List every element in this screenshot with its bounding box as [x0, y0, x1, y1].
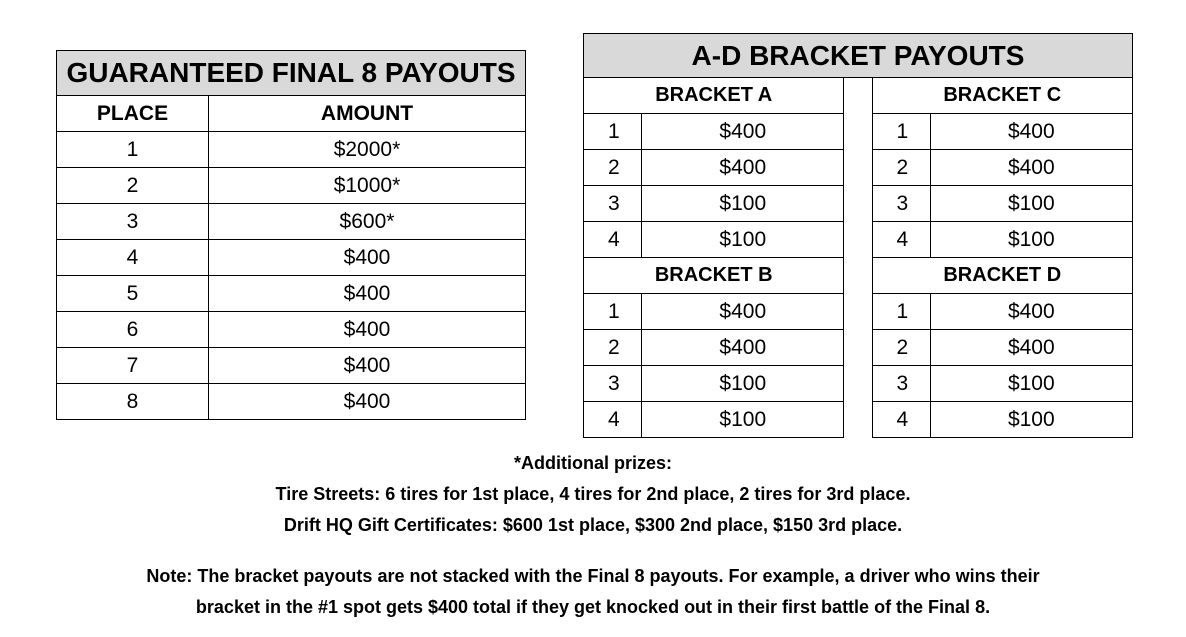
- amount-cell: $100: [642, 402, 844, 438]
- place-cell: 2: [584, 330, 642, 366]
- amount-cell: $400: [209, 348, 526, 384]
- amount-cell: $400: [642, 294, 844, 330]
- amount-cell: $600*: [209, 204, 526, 240]
- bracket-c-header: BRACKET C: [872, 78, 1133, 114]
- place-cell: 4: [584, 402, 642, 438]
- table-row: [57, 168, 526, 204]
- place-cell: 3: [584, 186, 642, 222]
- brackets-title: A-D BRACKET PAYOUTS: [584, 34, 1133, 78]
- amount-cell: $400: [642, 150, 844, 186]
- drift-hq-note: Drift HQ Gift Certificates: $600 1st place, $300 2nd place, $150 3rd place.: [283, 515, 903, 535]
- place-cell: 3: [57, 204, 209, 240]
- place-cell: 1: [872, 294, 930, 330]
- bracket-divider: [844, 78, 872, 438]
- table-row: [57, 348, 526, 384]
- place-cell: 2: [872, 330, 930, 366]
- tire-streets-note: Tire Streets: 6 tires for 1st place, 4 tires for 2nd place, 2 tires for 3rd place.: [275, 484, 911, 504]
- place-cell: 1: [584, 114, 642, 150]
- place-cell: 2: [872, 150, 930, 186]
- bracket-b-header: BRACKET B: [584, 258, 844, 294]
- amount-cell: $400: [930, 114, 1132, 150]
- amount-cell: $100: [642, 222, 844, 258]
- additional-prizes-heading: *Additional prizes:: [513, 453, 672, 473]
- amount-cell: $100: [642, 186, 844, 222]
- place-cell: 3: [584, 366, 642, 402]
- amount-cell: $400: [209, 240, 526, 276]
- place-cell: 1: [57, 132, 209, 168]
- place-cell: 7: [57, 348, 209, 384]
- bracket-a-header: BRACKET A: [584, 78, 844, 114]
- amount-cell: $400: [642, 114, 844, 150]
- amount-cell: $400: [209, 384, 526, 420]
- final8-title: GUARANTEED FINAL 8 PAYOUTS: [57, 51, 526, 96]
- place-cell: 1: [872, 114, 930, 150]
- amount-cell: $100: [930, 402, 1132, 438]
- place-cell: 4: [584, 222, 642, 258]
- place-cell: 2: [57, 168, 209, 204]
- amount-cell: $400: [209, 312, 526, 348]
- amount-cell: $100: [930, 222, 1132, 258]
- table-row: [57, 132, 526, 168]
- amount-header: AMOUNT: [209, 96, 526, 132]
- amount-cell: $100: [930, 366, 1132, 402]
- place-cell: 8: [57, 384, 209, 420]
- table-row: [57, 384, 526, 420]
- amount-cell: $1000*: [209, 168, 526, 204]
- place-header: PLACE: [57, 96, 209, 132]
- place-cell: 1: [584, 294, 642, 330]
- amount-cell: $100: [642, 366, 844, 402]
- place-cell: 6: [57, 312, 209, 348]
- amount-cell: $400: [930, 150, 1132, 186]
- amount-cell: $400: [209, 276, 526, 312]
- amount-cell: $100: [930, 186, 1132, 222]
- place-cell: 5: [57, 276, 209, 312]
- place-cell: 3: [872, 186, 930, 222]
- bracket-d-header: BRACKET D: [872, 258, 1133, 294]
- place-cell: 4: [57, 240, 209, 276]
- amount-cell: $400: [642, 330, 844, 366]
- amount-cell: $400: [930, 294, 1132, 330]
- table-row: [57, 240, 526, 276]
- stacking-note-line2: bracket in the #1 spot gets $400 total if they get knocked out in their first battle of the Final 8.: [195, 597, 991, 617]
- table-row: [57, 276, 526, 312]
- amount-cell: $2000*: [209, 132, 526, 168]
- final8-payouts-table: [56, 50, 526, 420]
- place-cell: 4: [872, 222, 930, 258]
- place-cell: 2: [584, 150, 642, 186]
- amount-cell: $400: [930, 330, 1132, 366]
- place-cell: 3: [872, 366, 930, 402]
- stacking-note-line1: Note: The bracket payouts are not stacked with the Final 8 payouts. For example, a driver who wins their: [146, 566, 1040, 586]
- bracket-payouts-table: [583, 33, 1133, 438]
- place-cell: 4: [872, 402, 930, 438]
- table-row: [57, 312, 526, 348]
- table-row: [57, 204, 526, 240]
